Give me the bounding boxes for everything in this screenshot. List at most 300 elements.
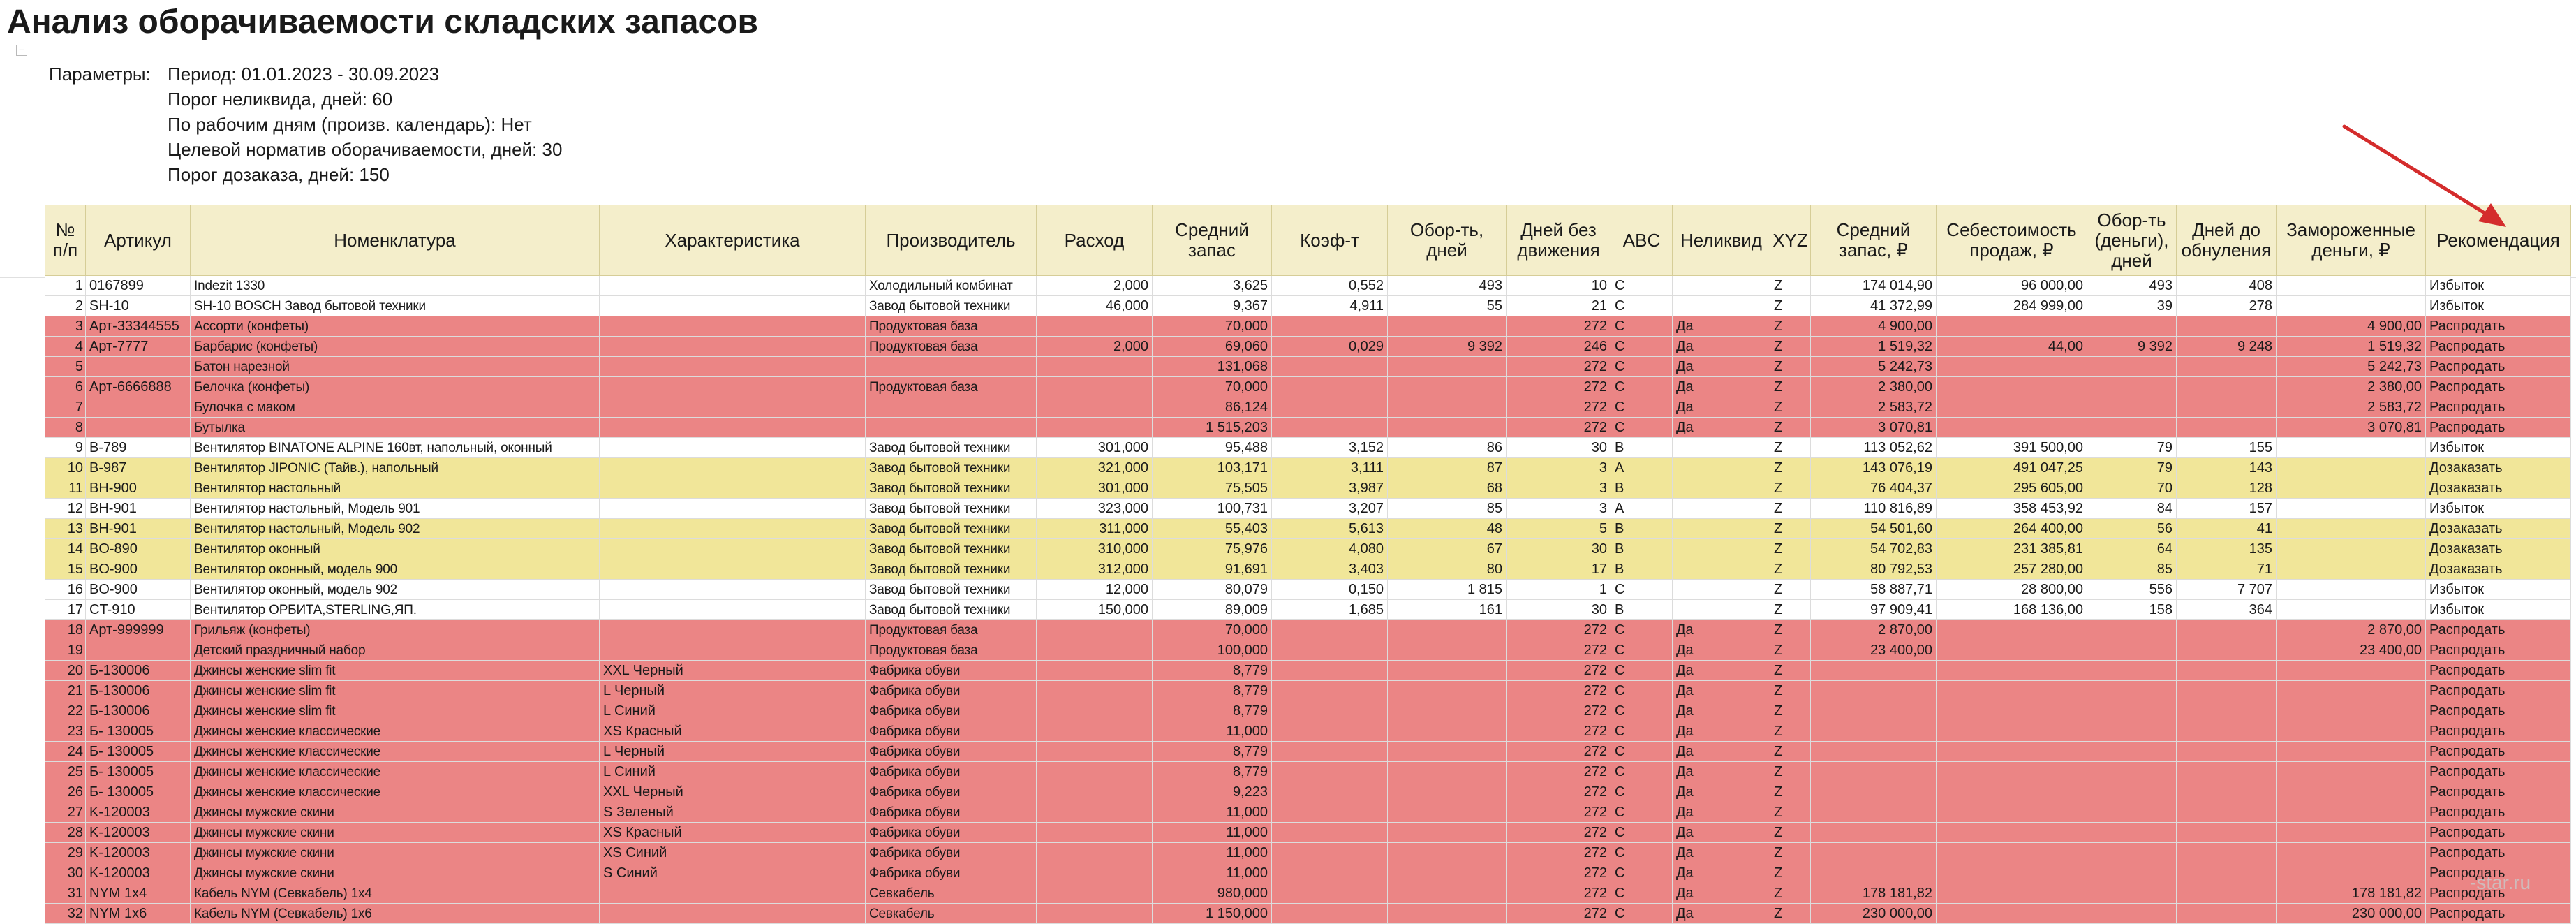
col-num-cell: 15	[45, 559, 86, 580]
col-nomenclature-cell: Булочка с маком	[191, 397, 600, 418]
col-characteristic-cell	[600, 296, 866, 316]
col-manufacturer-cell: Завод бытовой техники	[866, 539, 1037, 559]
col-illiquid-cell: Да	[1673, 337, 1770, 357]
col-consumption-cell	[1037, 701, 1153, 721]
col-illiquid-cell: Да	[1673, 843, 1770, 863]
col-frozen-money-cell: 2 870,00	[2277, 620, 2426, 640]
col-days-no-movement-header[interactable]: Дней без движения	[1507, 205, 1611, 276]
col-article-cell: Б- 130005	[86, 782, 191, 802]
col-turnover-days-cell: 68	[1388, 478, 1507, 499]
col-turnover-days-cell	[1388, 397, 1507, 418]
col-nomenclature-cell: Вентилятор оконный, модель 900	[191, 559, 600, 580]
col-manufacturer-cell	[866, 418, 1037, 438]
table-row[interactable]	[45, 823, 2571, 843]
col-cost-of-sales-cell	[1937, 762, 2087, 782]
col-cost-of-sales-cell	[1937, 701, 2087, 721]
col-turnover-money-cell: 56	[2087, 519, 2177, 539]
table-row[interactable]	[45, 782, 2571, 802]
col-avg-stock-cell: 89,009	[1153, 600, 1272, 620]
table-row[interactable]	[45, 802, 2571, 823]
col-days-no-movement-cell: 3	[1507, 458, 1611, 478]
col-days-to-zero-cell: 157	[2177, 499, 2277, 519]
col-abc-cell: C	[1611, 863, 1673, 883]
col-turnover-days-cell	[1388, 357, 1507, 377]
col-avg-stock-rub-cell: 178 181,82	[1811, 883, 1937, 904]
col-abc-cell: C	[1611, 580, 1673, 600]
col-article-cell: Арт-999999	[86, 620, 191, 640]
col-coefficient-cell	[1272, 843, 1388, 863]
col-consumption-cell	[1037, 802, 1153, 823]
col-abc-cell: A	[1611, 499, 1673, 519]
col-num-cell: 12	[45, 499, 86, 519]
col-turnover-days-cell: 48	[1388, 519, 1507, 539]
col-abc-cell: C	[1611, 742, 1673, 762]
col-avg-stock-cell: 3,625	[1153, 276, 1272, 296]
col-num-cell: 31	[45, 883, 86, 904]
col-cost-of-sales-cell: 295 605,00	[1937, 478, 2087, 499]
col-coefficient-cell	[1272, 377, 1388, 397]
col-illiquid-header[interactable]: Неликвид	[1673, 205, 1770, 276]
col-avg-stock-cell: 1 150,000	[1153, 904, 1272, 924]
col-abc-header[interactable]: ABC	[1611, 205, 1673, 276]
col-article-cell: 0167899	[86, 276, 191, 296]
col-characteristic-cell	[600, 357, 866, 377]
col-avg-stock-rub-cell: 76 404,37	[1811, 478, 1937, 499]
col-manufacturer-cell: Фабрика обуви	[866, 802, 1037, 823]
col-xyz-cell: Z	[1770, 438, 1811, 458]
col-abc-cell: C	[1611, 883, 1673, 904]
table-row[interactable]	[45, 296, 2571, 316]
col-manufacturer-header[interactable]: Производитель	[866, 205, 1037, 276]
col-turnover-days-header[interactable]: Обор-ть, дней	[1388, 205, 1507, 276]
col-consumption-cell: 2,000	[1037, 276, 1153, 296]
col-frozen-money-cell	[2277, 296, 2426, 316]
col-num-cell: 26	[45, 782, 86, 802]
col-characteristic-cell	[600, 904, 866, 924]
col-avg-stock-cell: 1 515,203	[1153, 418, 1272, 438]
col-days-to-zero-cell	[2177, 823, 2277, 843]
col-num-cell: 9	[45, 438, 86, 458]
col-recommendation-cell: Распродать	[2426, 681, 2571, 701]
col-days-to-zero-cell	[2177, 843, 2277, 863]
col-xyz-cell: Z	[1770, 559, 1811, 580]
col-days-no-movement-cell: 17	[1507, 559, 1611, 580]
col-abc-cell: B	[1611, 600, 1673, 620]
col-abc-cell: C	[1611, 397, 1673, 418]
col-cost-of-sales-cell	[1937, 863, 2087, 883]
col-consumption-cell	[1037, 316, 1153, 337]
col-frozen-money-cell: 3 070,81	[2277, 418, 2426, 438]
minus-toggle-icon[interactable]: −	[16, 45, 27, 56]
col-days-to-zero-cell	[2177, 397, 2277, 418]
col-frozen-money-cell: 2 380,00	[2277, 377, 2426, 397]
table-row[interactable]	[45, 580, 2571, 600]
col-manufacturer-cell: Завод бытовой техники	[866, 580, 1037, 600]
col-days-to-zero-cell: 135	[2177, 539, 2277, 559]
col-xyz-cell: Z	[1770, 742, 1811, 762]
col-frozen-money-cell	[2277, 863, 2426, 883]
col-avg-stock-cell: 8,779	[1153, 742, 1272, 762]
col-coefficient-header[interactable]: Коэф-т	[1272, 205, 1388, 276]
col-nomenclature-cell: Джинсы мужские скини	[191, 843, 600, 863]
col-turnover-money-cell: 39	[2087, 296, 2177, 316]
col-turnover-days-cell	[1388, 883, 1507, 904]
col-avg-stock-header[interactable]: Средний запас	[1153, 205, 1272, 276]
col-coefficient-cell: 1,685	[1272, 600, 1388, 620]
col-manufacturer-cell: Холодильный комбинат	[866, 276, 1037, 296]
col-days-no-movement-cell: 21	[1507, 296, 1611, 316]
col-nomenclature-cell: Вентилятор настольный, Модель 901	[191, 499, 600, 519]
col-days-to-zero-cell: 408	[2177, 276, 2277, 296]
col-num-header[interactable]: № п/п	[45, 205, 86, 276]
col-num-cell: 11	[45, 478, 86, 499]
col-consumption-cell: 312,000	[1037, 559, 1153, 580]
table-row[interactable]	[45, 904, 2571, 924]
table-row[interactable]	[45, 397, 2571, 418]
col-turnover-money-cell: 9 392	[2087, 337, 2177, 357]
col-consumption-cell	[1037, 418, 1153, 438]
col-avg-stock-cell: 70,000	[1153, 377, 1272, 397]
col-avg-stock-rub-cell: 23 400,00	[1811, 640, 1937, 661]
col-days-no-movement-cell: 272	[1507, 681, 1611, 701]
col-days-to-zero-cell: 128	[2177, 478, 2277, 499]
col-illiquid-cell: Да	[1673, 681, 1770, 701]
col-consumption-cell	[1037, 843, 1153, 863]
col-characteristic-cell	[600, 519, 866, 539]
col-illiquid-cell: Да	[1673, 883, 1770, 904]
col-consumption-header[interactable]: Расход	[1037, 205, 1153, 276]
col-days-to-zero-header[interactable]: Дней до обнуления	[2177, 205, 2277, 276]
col-recommendation-cell: Распродать	[2426, 397, 2571, 418]
col-article-cell	[86, 640, 191, 661]
col-characteristic-cell	[600, 276, 866, 296]
table-row[interactable]	[45, 458, 2571, 478]
col-nomenclature-header[interactable]: Номенклатура	[191, 205, 600, 276]
table-row[interactable]	[45, 701, 2571, 721]
col-consumption-cell	[1037, 782, 1153, 802]
col-article-cell: NYM 1x4	[86, 883, 191, 904]
col-cost-of-sales-cell	[1937, 883, 2087, 904]
col-manufacturer-cell: Продуктовая база	[866, 620, 1037, 640]
col-recommendation-cell: Дозаказать	[2426, 539, 2571, 559]
col-consumption-cell	[1037, 904, 1153, 924]
table-row[interactable]	[45, 418, 2571, 438]
col-characteristic-header[interactable]: Характеристика	[600, 205, 866, 276]
col-recommendation-cell: Дозаказать	[2426, 458, 2571, 478]
col-turnover-days-cell: 86	[1388, 438, 1507, 458]
col-consumption-cell: 310,000	[1037, 539, 1153, 559]
col-recommendation-cell: Распродать	[2426, 742, 2571, 762]
col-recommendation-cell: Распродать	[2426, 701, 2571, 721]
col-xyz-cell: Z	[1770, 519, 1811, 539]
param-period: Период: 01.01.2023 - 30.09.2023	[168, 64, 439, 85]
table-row[interactable]	[45, 863, 2571, 883]
col-xyz-cell: Z	[1770, 863, 1811, 883]
col-xyz-header[interactable]: XYZ	[1770, 205, 1811, 276]
col-avg-stock-rub-cell	[1811, 721, 1937, 742]
col-turnover-days-cell	[1388, 701, 1507, 721]
col-turnover-money-cell	[2087, 883, 2177, 904]
col-abc-cell: C	[1611, 721, 1673, 742]
col-days-no-movement-cell: 272	[1507, 742, 1611, 762]
table-row[interactable]	[45, 883, 2571, 904]
col-turnover-days-cell	[1388, 904, 1507, 924]
col-nomenclature-cell: Вентилятор оконный, модель 902	[191, 580, 600, 600]
table-row[interactable]	[45, 742, 2571, 762]
col-avg-stock-cell: 91,691	[1153, 559, 1272, 580]
col-coefficient-cell: 3,987	[1272, 478, 1388, 499]
col-num-cell: 8	[45, 418, 86, 438]
col-coefficient-cell: 4,911	[1272, 296, 1388, 316]
col-manufacturer-cell: Фабрика обуви	[866, 843, 1037, 863]
table-row[interactable]	[45, 843, 2571, 863]
col-characteristic-cell	[600, 559, 866, 580]
col-avg-stock-rub-cell: 230 000,00	[1811, 904, 1937, 924]
col-days-no-movement-cell: 272	[1507, 316, 1611, 337]
col-turnover-money-cell: 85	[2087, 559, 2177, 580]
col-turnover-days-cell	[1388, 661, 1507, 681]
col-recommendation-cell: Избыток	[2426, 580, 2571, 600]
table-row[interactable]	[45, 762, 2571, 782]
col-days-to-zero-cell: 143	[2177, 458, 2277, 478]
col-manufacturer-cell: Завод бытовой техники	[866, 499, 1037, 519]
col-recommendation-cell: Избыток	[2426, 600, 2571, 620]
col-turnover-money-cell: 84	[2087, 499, 2177, 519]
col-num-cell: 10	[45, 458, 86, 478]
col-illiquid-cell: Да	[1673, 701, 1770, 721]
col-avg-stock-rub-cell	[1811, 762, 1937, 782]
col-cost-of-sales-cell	[1937, 802, 2087, 823]
col-turnover-money-cell	[2087, 762, 2177, 782]
table-row[interactable]	[45, 640, 2571, 661]
col-illiquid-cell: Да	[1673, 742, 1770, 762]
col-cost-of-sales-cell	[1937, 640, 2087, 661]
col-days-no-movement-cell: 30	[1507, 438, 1611, 458]
col-article-cell: NYM 1x6	[86, 904, 191, 924]
col-turnover-days-cell	[1388, 742, 1507, 762]
col-consumption-cell	[1037, 823, 1153, 843]
col-characteristic-cell	[600, 883, 866, 904]
col-turnover-money-cell: 70	[2087, 478, 2177, 499]
col-illiquid-cell	[1673, 519, 1770, 539]
col-coefficient-cell	[1272, 418, 1388, 438]
table-row[interactable]	[45, 276, 2571, 296]
col-xyz-cell: Z	[1770, 458, 1811, 478]
col-abc-cell: B	[1611, 519, 1673, 539]
col-article-cell: Б- 130005	[86, 742, 191, 762]
col-days-no-movement-cell: 272	[1507, 843, 1611, 863]
col-recommendation-cell: Распродать	[2426, 904, 2571, 924]
col-num-cell: 7	[45, 397, 86, 418]
col-article-cell: BO-900	[86, 559, 191, 580]
col-nomenclature-cell: Вентилятор оконный	[191, 539, 600, 559]
param-working-days: По рабочим дням (произв. календарь): Нет	[168, 114, 532, 135]
table-row[interactable]	[45, 519, 2571, 539]
table-row[interactable]	[45, 499, 2571, 519]
col-avg-stock-cell: 11,000	[1153, 863, 1272, 883]
col-characteristic-cell	[600, 418, 866, 438]
table-row[interactable]	[45, 357, 2571, 377]
col-article-cell: K-120003	[86, 863, 191, 883]
col-characteristic-cell: L Синий	[600, 762, 866, 782]
table-row[interactable]	[45, 661, 2571, 681]
col-days-no-movement-cell: 5	[1507, 519, 1611, 539]
col-frozen-money-cell: 4 900,00	[2277, 316, 2426, 337]
col-nomenclature-cell: Джинсы мужские скини	[191, 802, 600, 823]
col-coefficient-cell	[1272, 357, 1388, 377]
col-recommendation-cell: Распродать	[2426, 661, 2571, 681]
col-avg-stock-rub-header[interactable]: Средний запас, ₽	[1811, 205, 1937, 276]
col-days-to-zero-cell	[2177, 377, 2277, 397]
col-manufacturer-cell	[866, 397, 1037, 418]
col-days-to-zero-cell	[2177, 418, 2277, 438]
col-cost-of-sales-cell	[1937, 782, 2087, 802]
col-recommendation-cell: Распродать	[2426, 620, 2571, 640]
col-days-to-zero-cell: 41	[2177, 519, 2277, 539]
col-frozen-money-cell	[2277, 742, 2426, 762]
table-row[interactable]	[45, 620, 2571, 640]
table-row[interactable]	[45, 600, 2571, 620]
col-article-cell: Арт-6666888	[86, 377, 191, 397]
col-days-to-zero-cell	[2177, 762, 2277, 782]
col-illiquid-cell: Да	[1673, 823, 1770, 843]
col-coefficient-cell	[1272, 742, 1388, 762]
col-num-cell: 22	[45, 701, 86, 721]
table-row[interactable]	[45, 478, 2571, 499]
col-article-cell: CT-910	[86, 600, 191, 620]
col-abc-cell: C	[1611, 823, 1673, 843]
col-days-to-zero-cell	[2177, 661, 2277, 681]
col-characteristic-cell: XS Синий	[600, 843, 866, 863]
col-turnover-money-cell	[2087, 418, 2177, 438]
col-cost-of-sales-cell: 168 136,00	[1937, 600, 2087, 620]
col-avg-stock-cell: 11,000	[1153, 721, 1272, 742]
col-num-cell: 25	[45, 762, 86, 782]
col-days-to-zero-cell	[2177, 721, 2277, 742]
col-avg-stock-cell: 11,000	[1153, 823, 1272, 843]
col-article-cell: Б-130006	[86, 681, 191, 701]
col-cost-of-sales-cell	[1937, 397, 2087, 418]
col-cost-of-sales-header[interactable]: Себестоимость продаж, ₽	[1937, 205, 2087, 276]
col-coefficient-cell	[1272, 762, 1388, 782]
col-abc-cell: C	[1611, 701, 1673, 721]
col-article-cell: Арт-7777	[86, 337, 191, 357]
col-consumption-cell	[1037, 863, 1153, 883]
col-manufacturer-cell: Фабрика обуви	[866, 823, 1037, 843]
col-avg-stock-cell: 100,000	[1153, 640, 1272, 661]
col-turnover-money-cell: 493	[2087, 276, 2177, 296]
col-xyz-cell: Z	[1770, 802, 1811, 823]
col-turnover-money-header[interactable]: Обор-ть (деньги), дней	[2087, 205, 2177, 276]
table-row[interactable]	[45, 721, 2571, 742]
col-num-cell: 14	[45, 539, 86, 559]
col-abc-cell: C	[1611, 661, 1673, 681]
col-num-cell: 6	[45, 377, 86, 397]
col-avg-stock-rub-cell: 80 792,53	[1811, 559, 1937, 580]
col-turnover-money-cell: 79	[2087, 438, 2177, 458]
col-num-cell: 3	[45, 316, 86, 337]
col-turnover-money-cell	[2087, 742, 2177, 762]
table-row[interactable]	[45, 681, 2571, 701]
col-avg-stock-rub-cell: 54 702,83	[1811, 539, 1937, 559]
col-xyz-cell: Z	[1770, 357, 1811, 377]
col-turnover-days-cell	[1388, 640, 1507, 661]
col-recommendation-cell: Дозаказать	[2426, 478, 2571, 499]
col-num-cell: 19	[45, 640, 86, 661]
col-frozen-money-cell	[2277, 276, 2426, 296]
col-article-header[interactable]: Артикул	[86, 205, 191, 276]
col-consumption-cell: 323,000	[1037, 499, 1153, 519]
col-abc-cell: C	[1611, 357, 1673, 377]
table-row[interactable]	[45, 316, 2571, 337]
col-illiquid-cell: Да	[1673, 377, 1770, 397]
col-coefficient-cell	[1272, 863, 1388, 883]
col-article-cell: B-789	[86, 438, 191, 458]
col-recommendation-cell: Распродать	[2426, 762, 2571, 782]
col-recommendation-cell: Распродать	[2426, 823, 2571, 843]
col-manufacturer-cell: Фабрика обуви	[866, 721, 1037, 742]
col-frozen-money-header[interactable]: Замороженные деньги, ₽	[2277, 205, 2426, 276]
col-avg-stock-cell: 100,731	[1153, 499, 1272, 519]
col-cost-of-sales-cell	[1937, 620, 2087, 640]
col-characteristic-cell: L Черный	[600, 742, 866, 762]
table-row[interactable]	[45, 438, 2571, 458]
col-avg-stock-cell: 131,068	[1153, 357, 1272, 377]
col-cost-of-sales-cell	[1937, 377, 2087, 397]
col-frozen-money-cell	[2277, 802, 2426, 823]
col-recommendation-header[interactable]: Рекомендация	[2426, 205, 2571, 276]
col-xyz-cell: Z	[1770, 580, 1811, 600]
red-arrow-icon	[2339, 122, 2513, 234]
col-days-to-zero-cell	[2177, 640, 2277, 661]
col-illiquid-cell: Да	[1673, 640, 1770, 661]
table-row[interactable]	[45, 559, 2571, 580]
col-characteristic-cell: XXL Черный	[600, 661, 866, 681]
col-coefficient-cell: 0,150	[1272, 580, 1388, 600]
table-row[interactable]	[45, 539, 2571, 559]
table-row[interactable]	[45, 377, 2571, 397]
col-manufacturer-cell: Фабрика обуви	[866, 681, 1037, 701]
col-illiquid-cell: Да	[1673, 620, 1770, 640]
col-avg-stock-cell: 980,000	[1153, 883, 1272, 904]
col-days-no-movement-cell: 272	[1507, 357, 1611, 377]
col-coefficient-cell: 3,403	[1272, 559, 1388, 580]
col-frozen-money-cell	[2277, 499, 2426, 519]
col-num-cell: 1	[45, 276, 86, 296]
col-avg-stock-cell: 8,779	[1153, 661, 1272, 681]
col-characteristic-cell	[600, 316, 866, 337]
col-avg-stock-cell: 11,000	[1153, 802, 1272, 823]
col-article-cell: BH-901	[86, 519, 191, 539]
col-recommendation-cell: Распродать	[2426, 883, 2571, 904]
col-characteristic-cell: XS Красный	[600, 721, 866, 742]
col-illiquid-cell	[1673, 438, 1770, 458]
col-manufacturer-cell	[866, 357, 1037, 377]
col-nomenclature-cell: Вентилятор настольный	[191, 478, 600, 499]
col-cost-of-sales-cell: 257 280,00	[1937, 559, 2087, 580]
col-coefficient-cell: 4,080	[1272, 539, 1388, 559]
col-xyz-cell: Z	[1770, 499, 1811, 519]
col-coefficient-cell	[1272, 782, 1388, 802]
col-article-cell: K-120003	[86, 802, 191, 823]
col-nomenclature-cell: Джинсы мужские скини	[191, 863, 600, 883]
table-row[interactable]	[45, 337, 2571, 357]
col-nomenclature-cell: Джинсы женские slim fit	[191, 681, 600, 701]
col-turnover-days-cell: 80	[1388, 559, 1507, 580]
col-turnover-days-cell: 9 392	[1388, 337, 1507, 357]
col-recommendation-cell: Распродать	[2426, 357, 2571, 377]
col-num-cell: 2	[45, 296, 86, 316]
